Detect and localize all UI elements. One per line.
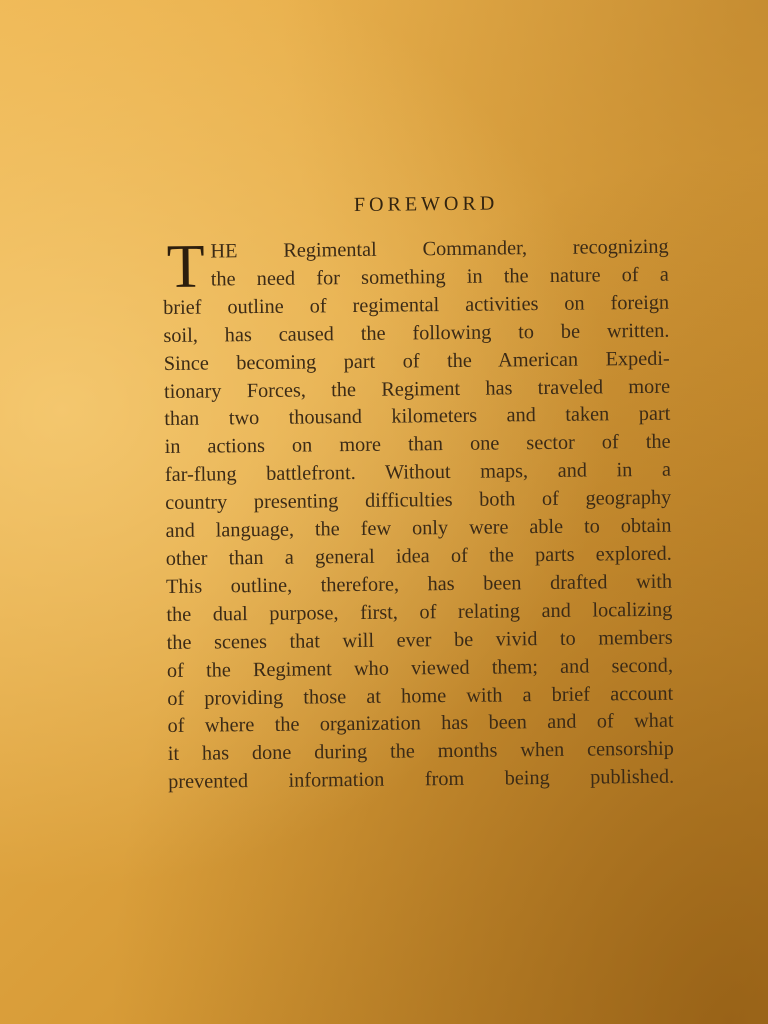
text-line: brief outline of regimental activities on foreign (163, 291, 670, 319)
text-line: the need for something in the nature of a (210, 263, 669, 291)
drop-cap-letter: T (166, 232, 205, 301)
text-line: in actions on more than one sector of the (164, 431, 671, 459)
text-line: HE Regimental Commander, recognizing (210, 235, 669, 263)
text-line: of providing those at home with a brief account (167, 682, 674, 710)
text-line: soil, has caused the following to be written. (163, 319, 670, 347)
text-line: tionary Forces, the Regiment has traveled more (163, 375, 671, 403)
text-line: far-flung battlefront. Without maps, and in a (164, 458, 672, 487)
text-line: This outline, therefore, has been drafted with (165, 570, 673, 598)
text-line: and language, the few only were able to obtain (165, 514, 672, 543)
foreword-body (162, 234, 674, 797)
text-line: than two thousand kilometers and taken part (164, 403, 671, 431)
text-line: of the Regiment who viewed them; and second, (166, 654, 674, 682)
text-line: Since becoming part of the American Expedi- (163, 347, 670, 375)
text-line: prevented information from being published. (168, 765, 675, 794)
text-line: the scenes that will ever be vivid to members (166, 626, 673, 654)
text-line: of where the organization has been and of what (167, 710, 674, 738)
page-title: FOREWORD (353, 192, 499, 216)
foreword-section (162, 191, 674, 797)
text-line: it has done during the months when censorship (167, 737, 674, 766)
text-line: other than a general idea of the parts explored. (165, 542, 672, 570)
text-line: country presenting difficulties both of geography (165, 486, 672, 515)
text-line: the dual purpose, first, of relating and localizing (166, 598, 673, 626)
